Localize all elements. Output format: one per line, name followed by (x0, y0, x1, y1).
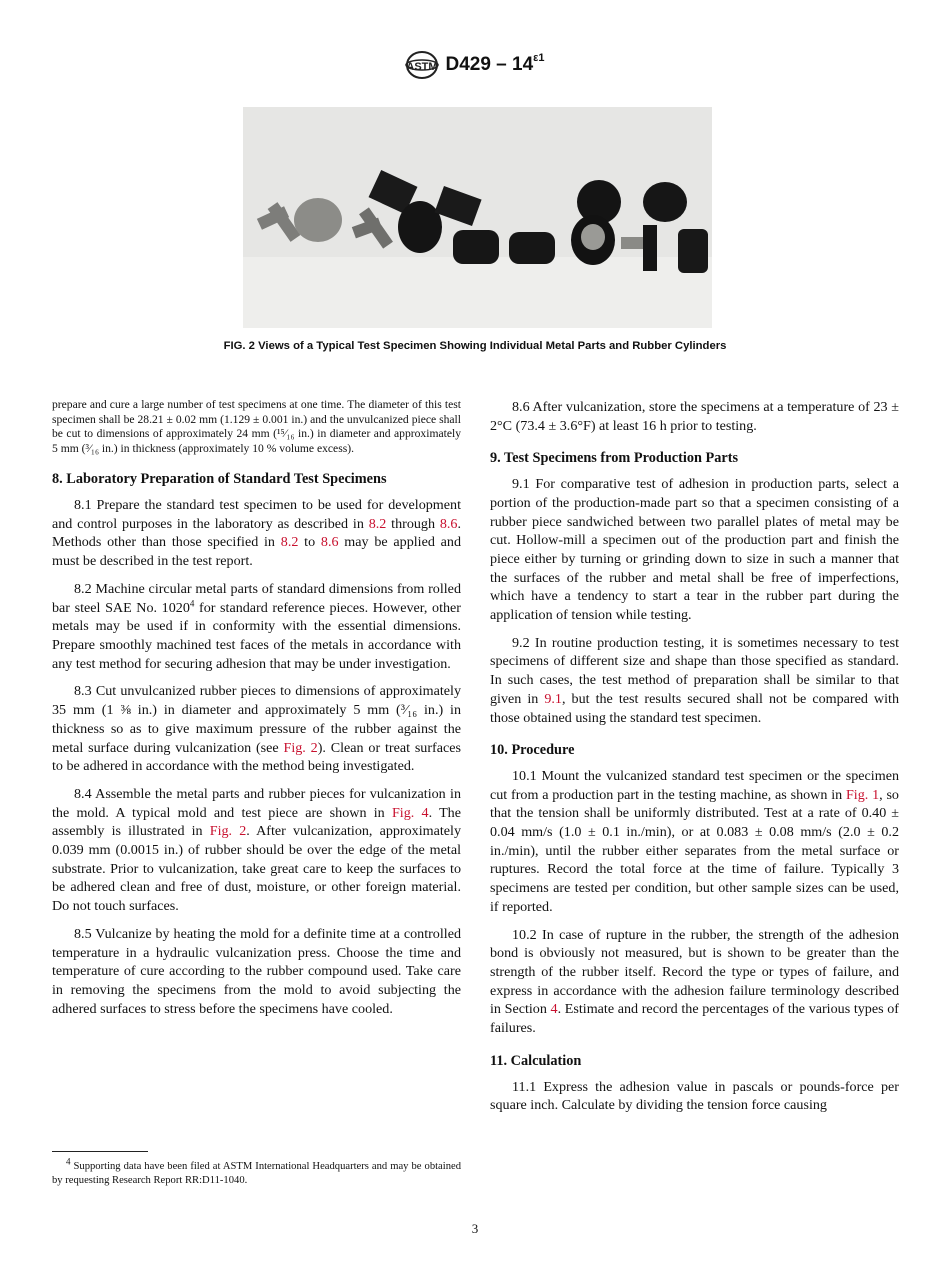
text-run: 8.5 Vulcanize by heating the mold for a definite time at a controlled temperature in a hydraulic vulcanization press. Choose the time and temperature of cure according to the rubber compound used. Take care in removing the specimens from the mold to avoid subjecting the adhered surfaces to stress before the specimens have cooled. (52, 925, 461, 1017)
cross-reference-link[interactable]: Fig. 4 (391, 804, 429, 821)
text-run: for standard reference pieces. However, other metals may be used if in conformity with the essential dimensions. Prepare smoothly machined test faces of the metals in accordance with any test method for securing adhesion that may be under investigation. (52, 599, 461, 672)
figure-caption: FIG. 2 Views of a Typical Test Specimen Showing Individual Metal Parts and Rubber Cylinders (223, 340, 727, 352)
text-run: . Estimate and record the percentages of the various types of failures. (490, 1001, 899, 1037)
footnote-divider (52, 1151, 148, 1152)
text-run: prepare and cure a large number of test specimens at one time. The diameter of this test specimen shall be 28.21 ± 0.02 mm (1.129 ± 0.001 in.) and the unvulcanized piece shall be cut to dimensions of approximately 24 mm (¹⁵⁄₁₆ in.) in diameter and approximately 5 mm (³⁄₁₆ in.) in thickness (approximately 10 % volume excess). (52, 398, 461, 455)
page-number: 3 (471, 1221, 479, 1236)
paragraph (52, 785, 461, 916)
left-column (52, 398, 461, 1027)
paragraph (52, 925, 461, 1019)
text-run: 10. Procedure (490, 742, 575, 759)
paragraph (490, 767, 899, 917)
cross-reference-link[interactable]: Fig. 2 (283, 739, 318, 756)
text-run: 8. Laboratory Preparation of Standard Test Specimens (52, 471, 387, 488)
text-run: may be applied and must be described in the test report. (52, 534, 462, 570)
paragraph (52, 580, 461, 674)
text-run: 8.4 Assemble the metal parts and rubber pieces for vulcanization in the mold. A typical mold and test piece are shown in (52, 785, 461, 821)
text-run: 11.1 Express the adhesion value in pascals or pounds-force per square inch. Calculate by dividing the tension force causing (490, 1078, 899, 1114)
text-run: . After vulcanization, approximately 0.039 mm (0.0015 in.) of rubber should be over the edge of the metal substrate. Prior to vulcanization, take great care to keep the surfaces to be adhered clean and free of dust, moisture, or other foreign material. Do not touch surfaces. (52, 823, 461, 915)
cross-reference-link[interactable]: 9.1 (544, 690, 562, 707)
cross-reference-link[interactable]: Fig. 1 (845, 786, 880, 803)
text-run: 9.2 In routine production testing, it is sometimes necessary to test specimens of different size and shape than those specified as standard. In such cases, the test method of preparation shall be similar to that given in (490, 634, 899, 707)
paragraph (490, 398, 899, 435)
text-run: 8.2 Machine circular metal parts of standard dimensions from rolled bar steel SAE No. 1020 (52, 580, 461, 616)
cross-reference-link[interactable]: 8.2 (280, 534, 299, 551)
paragraph (490, 475, 899, 625)
text-run: 9. Test Specimens from Production Parts (490, 450, 739, 467)
svg-text:ASTM: ASTM (406, 61, 439, 73)
text-run: , so that the tension shall be uniformly distributed. Test at a rate of 0.40 ± 0.04 mm/s (1.0 ± 0.1 in./min), or at 0.083 ± 0.08 mm/s (2.0 ± 0.2 in./min), until the rubber either separates from the metal surface or ruptures. Record the total force at the time of failure. Typically 3 specimens are tested per condition, but other sample sizes can be used, if reported. (490, 786, 899, 915)
paragraph (52, 496, 461, 571)
text-run: . Methods other than those specified in (52, 515, 461, 551)
text-run: 8.6 After vulcanization, store the specimens at a temperature of 23 ± 2°C (73.4 ± 3.6°F) at least 16 h prior to testing. (490, 399, 899, 434)
text-run: 10.2 In case of rupture in the rubber, the strength of the adhesion bond is obviously not measured, but is shown to be greater than the strength of the rubber itself. Record the type or types of failure, and express in accordance with the adhesion failure terminology described in Section (490, 926, 899, 1018)
designation: D429 – 14 (445, 54, 534, 76)
figure-2-photo (243, 107, 712, 328)
page-header (0, 50, 950, 80)
cross-reference-link[interactable]: Fig. 2 (209, 823, 247, 840)
cross-reference-link[interactable]: 8.6 (320, 534, 339, 551)
text-run: ). Clean or treat surfaces to be adhered in accordance with the method being investigated. (52, 739, 461, 775)
cross-reference-link[interactable]: 4 (550, 1001, 558, 1018)
paragraph (52, 398, 461, 456)
text-run: . The assembly is illustrated in (52, 804, 461, 840)
footnote-ref: 4 (189, 597, 195, 608)
paragraph (52, 682, 461, 776)
text-run: , but the test results secured shall not be compared with those obtained using the standard test specimen. (490, 690, 899, 726)
astm-logo-icon (405, 50, 439, 80)
text-run: 11. Calculation (490, 1052, 582, 1069)
section-heading (490, 1052, 899, 1071)
footnote-text: Supporting data have been filed at ASTM International Headquarters and may be obtained by requesting Research Report RR:D11-1040. (52, 1161, 461, 1186)
text-run: through (386, 515, 440, 532)
paragraph (490, 634, 899, 728)
text-run: 8.1 Prepare the standard test specimen to be used for development and control purposes in the laboratory as described in (52, 497, 461, 532)
epsilon-superscript: ε1 (533, 51, 545, 64)
text-run: 9.1 For comparative test of adhesion in production parts, select a portion of the production-made part so that a specimen consisting of a rubber piece sandwiched between two parallel plates of metal may be cut. Hollow-mill a specimen out of the production part and finish the piece either by turning or grinding down to size in such a manner that the surfaces of the rubber and metal shall be free of imperfections, which have a tendency to start a tear in the rubber part during the application of tension while testing. (490, 476, 899, 624)
footnote (52, 1156, 461, 1188)
cross-reference-link[interactable]: 8.2 (368, 515, 387, 532)
section-heading (52, 470, 461, 489)
text-run: 8.3 Cut unvulcanized rubber pieces to dimensions of approximately 35 mm (1 ⅜ in.) in diameter and approximately 5 mm (³⁄₁₆ in.) in thickness so as to give maximum pressure of the rubber against the metal surface during vulcanization (see (52, 683, 461, 756)
section-heading (490, 449, 899, 468)
paragraph (490, 926, 899, 1038)
right-column (490, 398, 899, 1124)
paragraph (490, 1078, 899, 1115)
text-run: 10.1 Mount the vulcanized standard test specimen or the specimen cut from a production part in the testing machine, as shown in (490, 767, 899, 803)
text-run: to (298, 534, 321, 551)
footnote-mark: 4 (66, 1156, 71, 1167)
cross-reference-link[interactable]: 8.6 (439, 515, 458, 532)
section-heading (490, 741, 899, 760)
